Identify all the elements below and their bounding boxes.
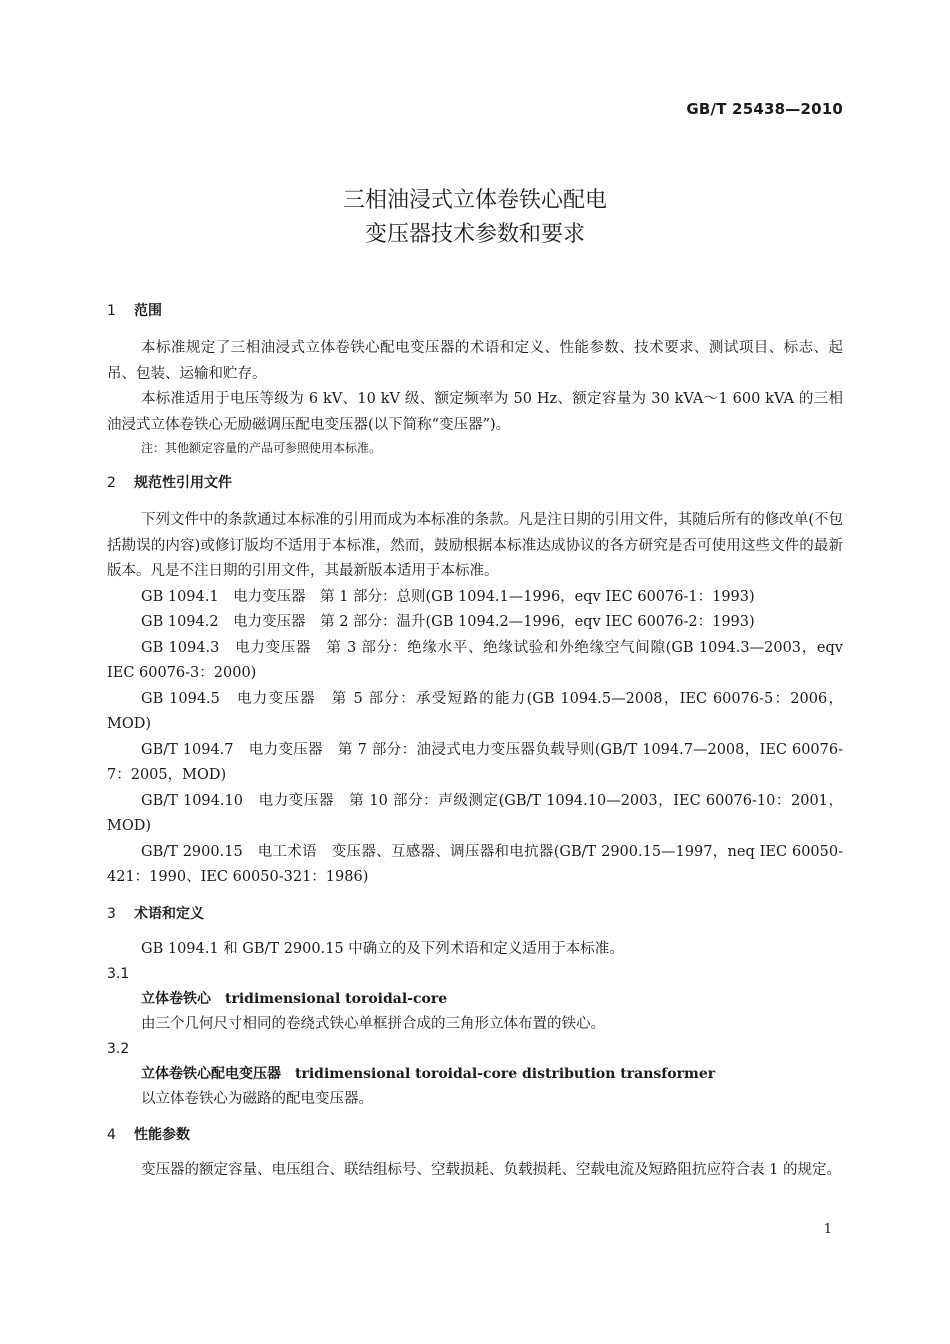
section-number: 3 <box>107 905 116 922</box>
section-1-heading <box>107 300 843 322</box>
section-3-heading <box>107 903 843 925</box>
terms-intro: GB 1094.1 和 GB/T 2900.15 中确立的及下列术语和定义适用于本标准。 <box>141 940 624 957</box>
term-entry <box>107 987 843 1012</box>
scope-paragraph-2: 本标准适用于电压等级为 6 kV、10 kV 级、额定频率为 50 Hz、额定容量为 30 kVA～1 600 kVA 的三相油浸式立体卷铁心无励磁调压配电变压器(以下简称“变压器”)。 <box>107 391 843 433</box>
section-title: 术语和定义 <box>134 905 204 922</box>
standard-code: GB/T 25438—2010 <box>686 100 843 118</box>
reference-item: GB/T 1094.7 电力变压器 第 7 部分：油浸式电力变压器负载导则(GB/T 1094.7—2008，IEC 60076-7：2005，MOD) <box>107 741 843 783</box>
document-body <box>107 300 843 1184</box>
term-definition: 以立体卷铁心为磁路的配电变压器。 <box>141 1091 373 1107</box>
section-title: 性能参数 <box>134 1127 190 1143</box>
term-english: tridimensional toroidal-core <box>225 991 448 1007</box>
reference-item: GB 1094.1 电力变压器 第 1 部分：总则(GB 1094.1—1996，eqv IEC 60076-1：1993) <box>141 588 755 605</box>
scope-note: 注：其他额定容量的产品可参照使用本标准。 <box>141 441 382 455</box>
section-4-heading <box>107 1124 843 1146</box>
reference-item: GB/T 1094.10 电力变压器 第 10 部分：声级测定(GB/T 1094.10—2003，IEC 60076-10：2001，MOD) <box>107 792 843 834</box>
term-chinese: 立体卷铁心配电变压器 <box>141 1066 281 1082</box>
section-title: 范围 <box>134 303 162 319</box>
reference-item: GB 1094.2 电力变压器 第 2 部分：温升(GB 1094.2—1996，eqv IEC 60076-2：1993) <box>141 614 755 630</box>
title-line-1: 三相油浸式立体卷铁心配电 <box>342 188 607 213</box>
scope-paragraph-1: 本标准规定了三相油浸式立体卷铁心配电变压器的术语和定义、性能参数、技术要求、测试项目、标志、起吊、包装、运输和贮存。 <box>107 340 843 382</box>
reference-item: GB 1094.5 电力变压器 第 5 部分：承受短路的能力(GB 1094.5—2008，IEC 60076-5：2006，MOD) <box>107 690 843 732</box>
term-english: tridimensional toroidal-core distribution transformer <box>295 1066 716 1082</box>
term-number: 3.2 <box>107 1041 130 1057</box>
term-definition: 由三个几何尺寸相同的卷绕式铁心单框拼合成的三角形立体布置的铁心。 <box>141 1016 605 1032</box>
section-title: 规范性引用文件 <box>134 475 232 491</box>
term-entry <box>107 1062 843 1087</box>
section-number: 2 <box>107 475 116 491</box>
title-line-2: 变压器技术参数和要求 <box>364 222 585 247</box>
page-number: 1 <box>823 1222 832 1237</box>
section-2-heading <box>107 472 843 494</box>
term-chinese: 立体卷铁心 <box>141 991 211 1007</box>
performance-paragraph: 变压器的额定容量、电压组合、联结组标号、空载损耗、负载损耗、空载电流及短路阻抗应符合表 1 的规定。 <box>141 1162 841 1178</box>
references-intro: 下列文件中的条款通过本标准的引用而成为本标准的条款。凡是注日期的引用文件，其随后所有的修改单(不包括勘误的内容)或修订版均不适用于本标准，然而，鼓励根据本标准达成协议的各方研究是否可使用这些文件的最新版本。凡是不注日期的引用文件，其最新版本适用于本标准。 <box>107 512 843 579</box>
reference-item: GB/T 2900.15 电工术语 变压器、互感器、调压器和电抗器(GB/T 2900.15—1997，neq IEC 60050-421：1990、IEC 60050-321：1986) <box>107 843 843 885</box>
document-title <box>0 184 950 252</box>
section-number: 4 <box>107 1127 116 1143</box>
term-number: 3.1 <box>107 966 130 982</box>
reference-item: GB 1094.3 电力变压器 第 3 部分：绝缘水平、绝缘试验和外绝缘空气间隙(GB 1094.3—2003，eqv IEC 60076-3：2000) <box>107 639 843 681</box>
section-number: 1 <box>107 303 116 319</box>
